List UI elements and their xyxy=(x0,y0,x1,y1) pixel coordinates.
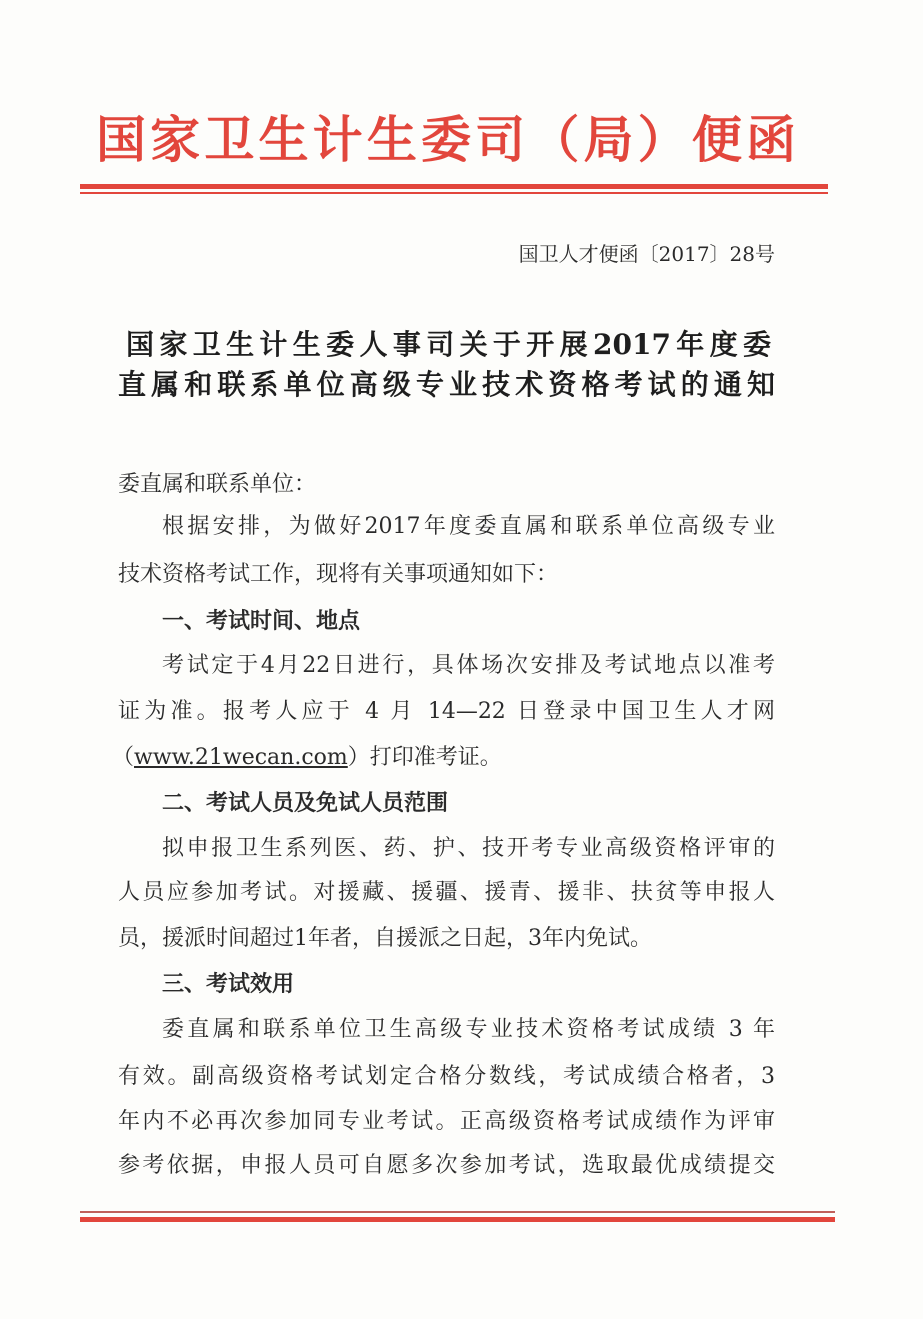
website-link[interactable]: www.21wecan.com xyxy=(134,745,348,770)
reference-number: 国卫人才便函〔2017〕28号 xyxy=(518,242,775,266)
footer-rule-thick xyxy=(80,1217,835,1222)
body-line: 委直属和联系单位卫生高级专业技术资格考试成绩 3 年 xyxy=(162,1017,775,1042)
footer-rule-thin xyxy=(80,1211,835,1213)
document-heading-line-2: 直属和联系单位高级专业技术资格考试的通知 xyxy=(118,368,775,401)
header-rule-thick xyxy=(80,184,828,189)
header-rule-thin xyxy=(80,192,828,194)
body-line: 员，援派时间超过1年者，自援派之日起，3年内免试。 xyxy=(118,926,652,951)
body-line: 证为准。报考人应于 4 月 14—22 日登录中国卫生人才网 xyxy=(118,699,775,724)
body-line-url xyxy=(112,743,502,773)
body-line: 拟申报卫生系列医、药、护、技开考专业高级资格评审的 xyxy=(162,836,775,861)
body-line: 参考依据，申报人员可自愿多次参加考试，选取最优成绩提交 xyxy=(118,1153,775,1178)
document-heading-line-1: 国家卫生计生委人事司关于开展2017年度委 xyxy=(126,328,771,361)
intro-line: 技术资格考试工作，现将有关事项通知如下： xyxy=(118,562,559,587)
body-line: 人员应参加考试。对援藏、援疆、援青、援非、扶贫等申报人 xyxy=(118,880,775,905)
letterhead-title: 国家卫生计生委司（局）便函 xyxy=(96,110,798,169)
body-line: 考试定于4月22日进行，具体场次安排及考试地点以准考 xyxy=(162,653,775,678)
url-suffix: ）打印准考证。 xyxy=(347,745,502,770)
body-line: 有效。副高级资格考试划定合格分数线，考试成绩合格者，3 xyxy=(118,1064,775,1089)
paren-open: （ xyxy=(112,745,135,770)
section-title: 三、考试效用 xyxy=(162,971,295,997)
section-title: 一、考试时间、地点 xyxy=(162,608,361,634)
salutation: 委直属和联系单位： xyxy=(118,472,317,497)
body-line: 年内不必再次参加同专业考试。正高级资格考试成绩作为评审 xyxy=(118,1109,775,1134)
section-title: 二、考试人员及免试人员范围 xyxy=(162,790,449,816)
intro-line: 根据安排，为做好2017年度委直属和联系单位高级专业 xyxy=(162,514,775,539)
